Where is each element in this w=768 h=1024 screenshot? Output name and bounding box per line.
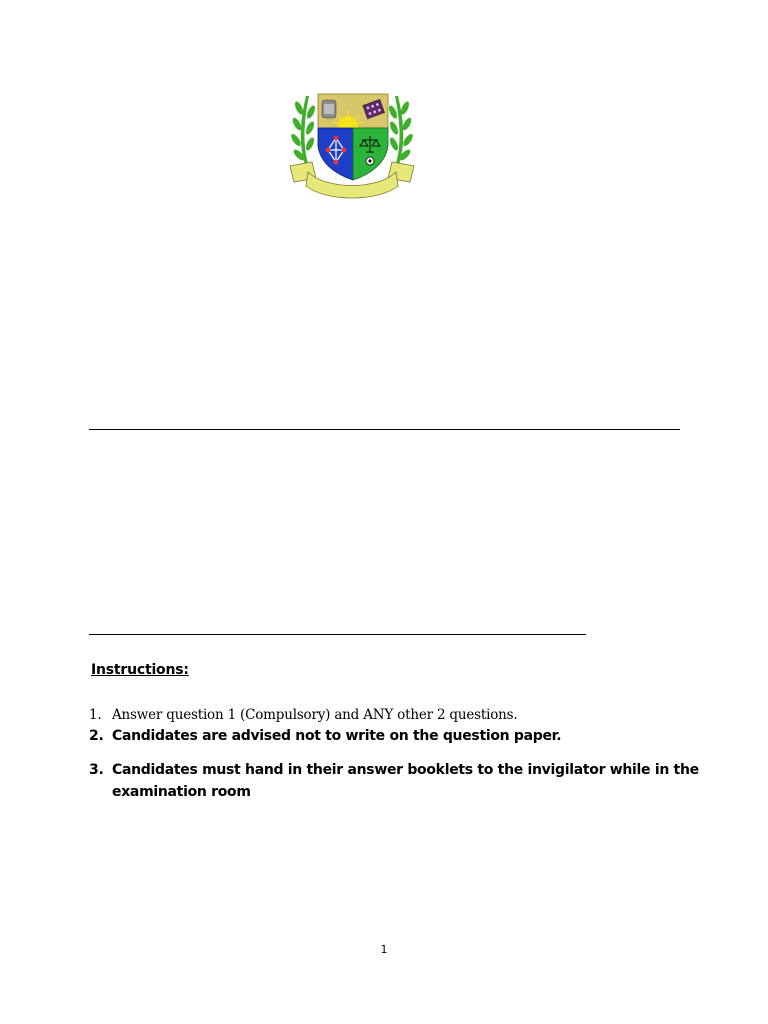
left-laurel-icon: [290, 96, 317, 168]
details-divider: [89, 634, 586, 635]
instruction-item: [89, 704, 699, 726]
instruction-item: [89, 725, 699, 747]
instruction-text: Candidates must hand in their answer booklets to the invigilator while in the examination room: [112, 762, 699, 800]
title-divider: [89, 429, 680, 430]
instruction-text: Answer question 1 (Compulsory) and ANY other 2 questions.: [112, 707, 518, 723]
instruction-item: [89, 759, 699, 803]
instruction-number: 3.: [89, 762, 104, 778]
instruction-text: Candidates are advised not to write on the question paper.: [112, 728, 562, 744]
instructions-heading: Instructions:: [91, 662, 189, 678]
instruction-number: 2.: [89, 728, 104, 744]
instruction-number: 1.: [89, 707, 102, 723]
university-crest-icon: [286, 90, 418, 202]
right-laurel-icon: [387, 96, 414, 168]
page-number: 1: [380, 943, 388, 956]
